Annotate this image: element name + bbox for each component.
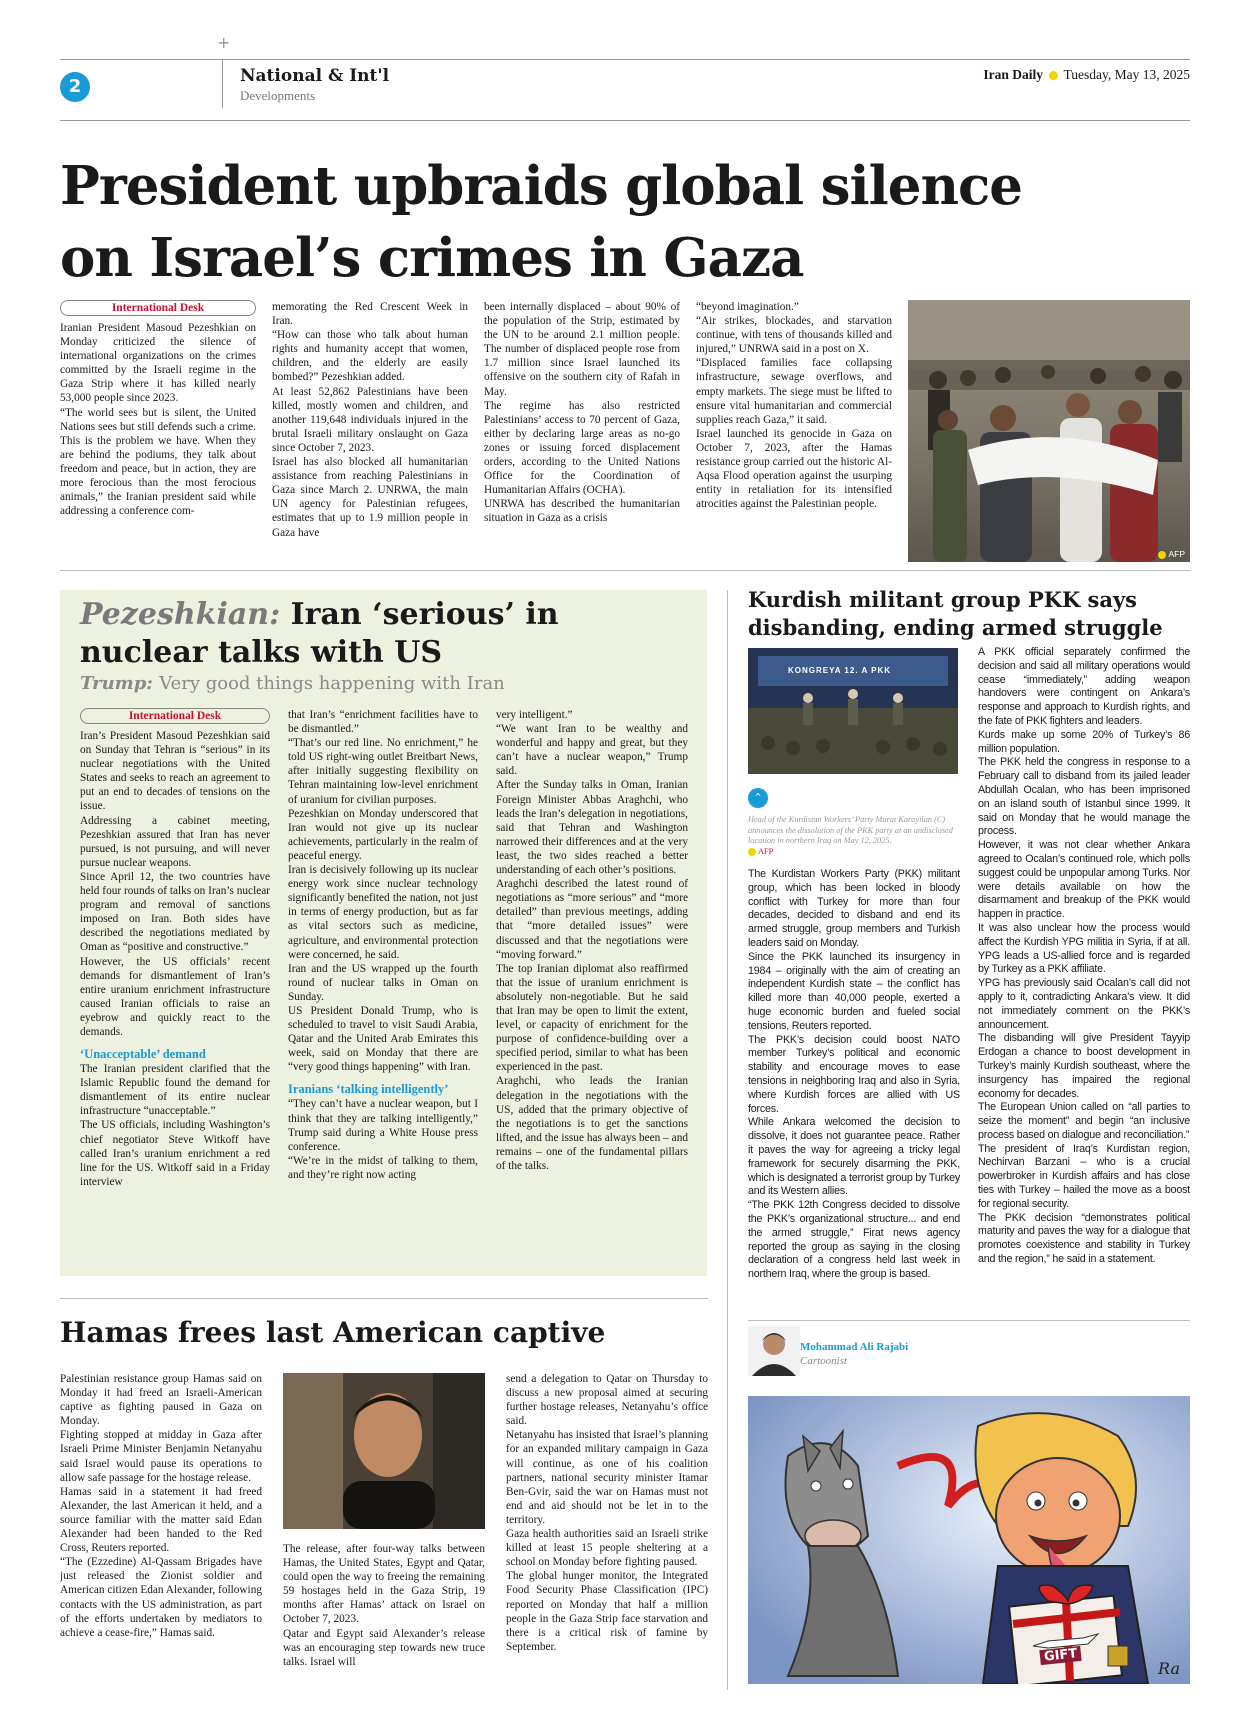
pkk-caption	[748, 815, 960, 857]
credit-dot-icon	[1158, 551, 1166, 559]
cartoon-drawing	[748, 1396, 1190, 1684]
hamas-column-2	[283, 1542, 485, 1688]
avatar-icon	[748, 1326, 800, 1376]
pkk-column-2	[978, 646, 1190, 1314]
nuclear-text-2a: that Iran’s “enrichment facilities have to be dismantled.” “That’s our red line. No enrichment,” he told US right-wing outlet Breitbart News, after initially suggesting flexibility on Tehran maintaining low-level enrichment of uranium for civilian purposes. Pezeshkian on Monday underscored that Iran would not give up its nuclear achievements, particularly in the realm of peaceful energy. Iran is decisively following up its nuclear energy work since nuclear technology significantly benefited the nation, not just in terms of energy production, but as far as vital sectors such as medicine, agriculture, and environmental protection were concerned, he said. Iran and the US wrapped up the fourth round of nuclear talks in Oman on Sunday. US President Donald Trump, who is scheduled to travel to visit Saudi Arabia, Qatar and the United Arab Emirates this week, said on Monday that there are “very good things happening” with Iran.	[288, 709, 478, 1074]
gaza-photo	[908, 300, 1190, 562]
lead-column-3	[484, 300, 680, 560]
masthead-date	[983, 67, 1190, 83]
header-divider	[222, 60, 223, 108]
section-subtitle: Developments	[240, 88, 316, 103]
nuclear-text-1b: The Iranian president clarified that the Islamic Republic found the demand for dismantlement of its entire nuclear infrastructure “unacceptable.” The US officials, including Washington’s chief negotiator Steve Witkoff have called Iran’s uranium enrichment a red line for the US. Witkoff said in a Friday interview	[80, 1063, 270, 1188]
issue-date: Tuesday, May 13, 2025	[1063, 67, 1190, 82]
section-title: National & Int'l	[240, 66, 390, 86]
pkk-photo-banner: KONGREYA 12. A PKK	[788, 666, 892, 675]
nuclear-kicker: Pezeshkian:	[80, 597, 281, 632]
gift-label: GIFT	[1039, 1646, 1082, 1665]
expand-caption-icon[interactable]: ⌃	[748, 788, 768, 808]
pkk-caption-credit: AFP	[748, 847, 773, 856]
nuclear-desk-label: International Desk	[80, 708, 270, 724]
cartoonist-avatar	[748, 1326, 800, 1376]
hamas-captive-photo	[283, 1373, 485, 1529]
nuclear-subhead-1: ‘Unacceptable’ demand	[80, 1047, 206, 1062]
lead-desk-label: International Desk	[60, 300, 256, 316]
page-number-badge: 2	[60, 72, 90, 102]
pkk-headline: Kurdish militant group PKK says disbanding, ending armed struggle	[748, 587, 1163, 640]
lead-headline-line1: President upbraids global silence	[60, 155, 1022, 217]
pkk-text-1: The Kurdistan Workers Party (PKK) militant group, which has been locked in bloody conflict with Turkey for more than four decades, decided to disband and end its armed struggle, group members and Turkish leaders said on Monday. Since the PKK launched its insurgency in 1984 – originally with the aim of creating an independent Kurdish state – the conflict has killed more than 40,000 people, exerted a huge economic burden and fueled social tensions, Reuters reported. The PKK’s decision could boost NATO member Turkey’s political and economic stability and encourage moves to ease tensions in neighboring Iraq and also in Syria, where Kurdish forces are allied with US forces. While Ankara welcomed the decision to dissolve, it does not guarantee peace. Rather it paves the way for agreeing a tricky legal framework for securely disarming the PKK, which is designated a terrorist group by Turkey and its Western allies. “The PKK 12th Congress decided to dissolve the PKK’s organizational structure... and end the armed struggle,” Firat news agency reported the group as saying in the closing declaration of a congress held last week in northern Iraq, where the group is based.	[748, 868, 960, 1281]
right-column-divider	[727, 590, 728, 1690]
lead-text-1: Iranian President Masoud Pezeshkian on Monday criticized the silence of international organizations on the crimes committed by the Israeli regime in the Gaza Strip where it has killed nearly 53,000 people since 2023. “The world sees but is silent, the United Nations sees but still defends such a crime. This is the problem we have. When they are behind the podiums, they talk about freedom and peace, but in action, they are more ferocious than the most ferocious animals,” the Iranian president said while addressing a conference com-	[60, 322, 256, 518]
nuclear-text-3: very intelligent.” “We want Iran to be wealthy and wonderful and happy and great, but they can’t have a nuclear weapon,” Trump said. After the Sunday talks in Oman, Iranian Foreign Minister Abbas Araghchi, who leads the Iran’s delegation in negotiations, said that Tehran and Washington narrowed their differences and at the very least, the two sides reached a better understanding of each other’s positions. Araghchi described the latest round of negotiations as “more serious” and “more detailed” than previous meetings, adding that “more detailed issues” were discussed and that the negotiations were “moving forward.” The top Iranian diplomat also reaffirmed that the issue of uranium enrichment is absolutely non-negotiable. But he said that Iran may be open to limit the extent, level, or capacity of enrichment for the purpose of confidence-building over a specified period, similar to what has been experienced in the past. Araghchi, who leads the Iranian delegation in the negotiations with the US, added that the primary objective of the negotiations is to get the sanctions lifted, and the issue has always been – and remains – one of the fundamental pillars of the talks.	[496, 709, 688, 1172]
lead-text-3: been internally displaced – about 90% of the population of the Strip, estimated by the UN to be around 2.1 million people. The number of displaced people rose from 1.7 million since Israel launched its offensive on the southern city of Rafah in May. The regime has also restricted Palestinians’ access to 70 percent of Gaza, either by declaring large areas as no-go zones or issuing forced displacement orders, according to the United Nations Office for the Coordination of Humanitarian Affairs (OCHA). UNRWA has described the humanitarian situation in Gaza as a crisis	[484, 301, 680, 525]
nuclear-deck-kicker: Trump:	[80, 673, 153, 694]
gaza-photo-illustration	[908, 300, 1190, 562]
lead-headline-line2: on Israel’s crimes in Gaza	[60, 227, 804, 289]
pkk-column-1	[748, 868, 960, 1308]
hamas-text-2: The release, after four-way talks between Hamas, the United States, Egypt and Qatar, could open the way to freeing the remaining 59 hostages held in the Gaza Strip, 19 months after Hamas’ attack on Israel on October 7, 2023. Qatar and Egypt said Alexander’s release was an encouraging step towards new truce talks. Israel will	[283, 1543, 485, 1668]
nuclear-text-1a: Iran’s President Masoud Pezeshkian said on Sunday that Tehran is “serious” in its nuclear negotiations with the United States and seeks to reach an agreement to put an end to decades of tensions on the issue. Addressing a cabinet meeting, Pezeshkian assured that Iran has never pursued, is not pursuing, and will never pursue nuclear weapons. Since April 12, the two countries have held four rounds of talks on Iran’s nuclear program and removal of sanctions imposed on Iran. Both sides have described the negotiations mediated by Oman as “positive and constructive.” However, the US officials’ recent demands for dismantlement of Iran’s entire uranium enrichment infrastructure caused Iranian officials to raise an eyebrow and quickly react to the demands.	[80, 730, 270, 1038]
credit-dot-icon	[748, 848, 756, 856]
lead-column-2	[272, 300, 468, 560]
lead-text-4: “beyond imagination.” “Air strikes, blockades, and starvation continue, with tens of thousands killed and injured,” UNRWA said in a post on X. “Displaced families face collapsing infrastructure, sewage overflows, and empty markets. The siege must be lifted to ensure vital humanitarian and commercial supplies reach Gaza,” it said. Israel launched its genocide in Gaza on October 7, 2023, after the Hamas resistance group carried out the historic Al-Aqsa Flood operation against the usurping entity in retaliation for its intensified atrocities against the Palestinian people.	[696, 301, 892, 511]
nuclear-column-1	[80, 708, 270, 1268]
pkk-text-2: A PKK official separately confirmed the decision and said all military operations would cease “immediately,” adding weapon handovers were contingent on Ankara’s response and approach to Kurdish rights, and the fate of PKK fighters and leaders. Kurds make up some 20% of Turkey’s 86 million population. The PKK held the congress in response to a February call to disband from its jailed leader Abdullah Ocalan, who has been imprisoned on an island south of Istanbul since 1999. It said on Monday that he would manage the process. However, it was not clear whether Ankara agreed to Ocalan’s continued role, which polls suggest could be unpopular among Turks. Nor were details available on how the disarmament and breakup of the PKK would happen in practice. It was also unclear how the process would affect the Kurdish YPG militia in Syria, if at all. YPG leads a US-allied force and is regarded by Turkey as a PKK affiliate. YPG has previously said Ocalan’s call did not apply to it, contradicting Ankara’s view. It did not immediately comment on the PKK’s announcement. The disbanding will give President Tayyip Erdogan a chance to boost development in Turkey’s mainly Kurdish southeast, where the insurgency has impaired the regional economy for decades. The European Union called on “all parties to seize the moment” and begin “an inclusive process based on dialogue and reconciliation.” The president of Iraq’s Kurdistan region, Nechirvan Barzani – who is a crucial powerbroker in Kurdish affairs and has close ties with Turkey – hailed the move as a boost for regional security. The PKK decision “demonstrates political maturity and paves the way for a dialogue that promotes coexistence and stability in Turkey and the region,” he said in a statement.	[978, 646, 1190, 1266]
nuclear-column-3	[496, 708, 688, 1268]
hamas-text-1: Palestinian resistance group Hamas said on Monday it had freed an Israeli-American captive as fighting paused in Gaza on Monday. Fighting stopped at midday in Gaza after Israeli Prime Minister Benjamin Netanyahu said Israel would pause its operations to allow safe passage for the hostage release. Hamas said in a statement it had freed Alexander, the last American it held, and a source familiar with the matter said Edan Alexander had been handed to the Red Cross, Reuters reported. “The (Ezzedine) Al-Qassam Brigades have just released the Zionist soldier and American citizen Edan Alexander, following contacts with the US administration, as part of the efforts undertaken by mediators to achieve a cease-fire,” Hamas said.	[60, 1373, 262, 1639]
pkk-caption-text: Head of the Kurdistan Workers’ Party Murat Karayilan (C) announces the dissolution of the PKK party at an undisclosed location in northern Iraq on May 12, 2025.	[748, 815, 953, 845]
lead-bottom-rule	[60, 570, 1190, 571]
hamas-headline: Hamas frees last American captive	[60, 1316, 606, 1349]
hamas-column-1	[60, 1372, 262, 1688]
nuclear-deck	[80, 673, 505, 695]
nuclear-headline	[80, 596, 680, 672]
cartoon-illustration	[748, 1396, 1190, 1684]
header-bottom-rule	[60, 120, 1190, 121]
hamas-photo-illustration	[283, 1373, 485, 1529]
nuclear-deck-text: Very good things happening with Iran	[159, 673, 505, 694]
nuclear-text-2b: “They can’t have a nuclear weapon, but I think that they are talking intelligently,” Trump said during a White House press conference. “We’re in the midst of talking to them, and they’re right now acting	[288, 1098, 478, 1181]
gaza-photo-credit: AFP	[1158, 549, 1185, 559]
lead-text-2: memorating the Red Crescent Week in Iran. “How can those who talk about human rights and humanity accept that women, children, and the elderly are easily bombed?” Pezeshkian added. At least 52,862 Palestinians have been killed, mostly women and children, and another 119,648 individuals injured in the brutal Israeli military onslaught on Gaza since October 7, 2023. Israel has also blocked all humanitarian assistance from reaching Palestinians in Gaza since March 2. UNRWA, the main UN agency for Palestinian refugees, estimates that up to 1.9 million people in Gaza have	[272, 301, 468, 539]
nuclear-column-2	[288, 708, 478, 1268]
nuclear-bottom-rule	[60, 1298, 708, 1299]
paper-name: Iran Daily	[983, 67, 1043, 82]
hamas-text-3: send a delegation to Qatar on Thursday to discuss a new proposal aimed at securing further hostage releases, Netanyahu’s office said. Netanyahu has insisted that Israel’s planning for an expanded military campaign in Gaza will continue, as one of his coalition partners, national security minister Itamar Ben-Gvir, said the war on Hamas must not end and aid should not be let in to the territory. Gaza health authorities said an Israeli strike killed at least 15 people sheltering at a school on Monday before fighting paused. The global hunger monitor, the Integrated Food Security Phase Classification (IPC) reported on Monday that half a million people in the Gaza Strip face starvation and there is a critical risk of famine by September.	[506, 1373, 708, 1653]
cartoonist-role: Cartoonist	[800, 1355, 848, 1367]
nuclear-subhead-2: Iranians ‘talking intelligently’	[288, 1082, 449, 1097]
pkk-photo	[748, 648, 958, 774]
lead-headline	[60, 150, 1022, 294]
lead-column-4	[696, 300, 892, 560]
crop-mark: +	[217, 33, 231, 52]
separator-dot-icon	[1049, 71, 1058, 80]
cartoon-top-rule	[748, 1320, 1190, 1321]
cartoon-signature: Ra	[1158, 1659, 1180, 1678]
cartoonist-name: Mohammad Ali Rajabi	[800, 1341, 909, 1353]
nuclear-headline-text: Iran ‘serious’ in nuclear talks with US	[80, 597, 559, 670]
hamas-column-3	[506, 1372, 708, 1688]
lead-column-1	[60, 300, 256, 560]
header-top-rule	[60, 59, 1190, 60]
